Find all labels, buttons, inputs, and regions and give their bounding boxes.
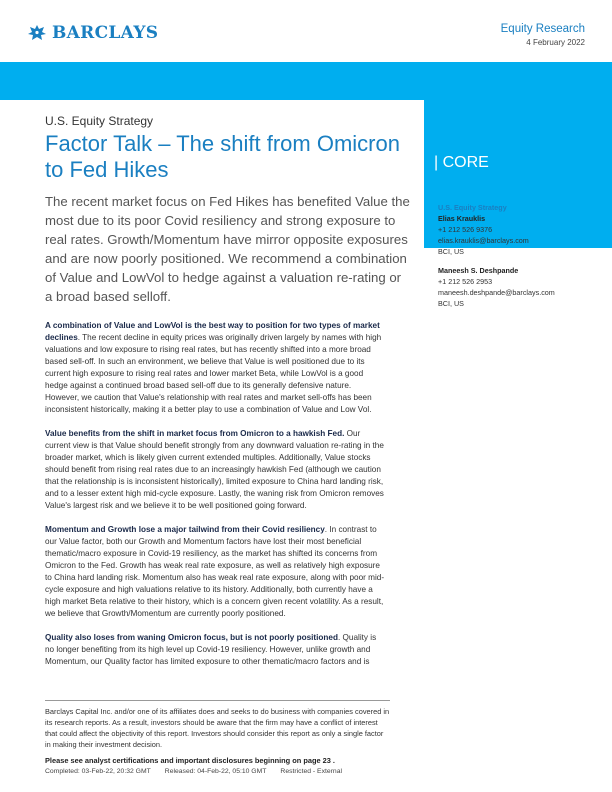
- core-tag: | CORE: [434, 154, 489, 171]
- analyst-name: Maneesh S. Deshpande: [438, 266, 519, 275]
- analyst-email[interactable]: maneesh.deshpande@barclays.com: [438, 288, 555, 297]
- paragraph-text: . Quality is no longer benefiting from its high level up Covid-19 resiliency. However, unlike growth and Momentum, our Quality factor has limited exposure to other thematic/macro factors and is: [45, 633, 377, 666]
- paragraph-text: . The recent decline in equity prices was originally driven largely by names with high valuations and low exposure to rising real rates, but has recently shifted into a more broad based sell-off. In such an environment, we believe that Value is well positioned due to its current high exposure to rising real rates and lower market Beta, while LowVol is a good hedge against a continued broad based sell-off due to its generally defensive nature. However, we caution that Value's relationship with real rates and market sell-offs has been inconsistent historically, making it a better play to use a combination of Value and Low Vol.: [45, 333, 382, 414]
- released-timestamp: Released: 04-Feb-22, 05:10 GMT: [164, 768, 267, 775]
- header-band: [0, 62, 612, 100]
- barclays-logo: [27, 23, 158, 43]
- report-header: [501, 23, 585, 47]
- article-lede: The recent market focus on Fed Hikes has benefited Value the most due to its poor Covid resiliency and strong exposure to real rates. Growth/Momentum have mirror opposite exposures and are now poorly positioned. We recommend a combination of Value and LowVol to hedge against a valuation re-rating or a broad based selloff.: [45, 194, 410, 304]
- release-meta: [45, 768, 342, 775]
- body-paragraph: [45, 428, 385, 512]
- paragraph-lead: Quality also loses from waning Omicron focus, but is not poorly positioned: [45, 633, 338, 642]
- analyst-card: [438, 213, 608, 257]
- paragraph-lead: Value benefits from the shift in market focus from Omicron to a hawkish Fed.: [45, 429, 345, 438]
- analyst-name: Elias Krauklis: [438, 214, 486, 223]
- paragraph-text: Our current view is that Value should benefit strongly from any downward valuation re-rating in the broader market, which is likely given current extended multiples. Additionally, Value stocks should benefit from rising real rates due to an increasingly hawkish Fed (although we caution that the relationship is is inconsistent historically), limited exposure to China hard landing risk, and to a lesser extent high mid-cycle exposure. Lastly, the waning risk from Omicron removes Value's largest risk and we believe it to be well positioned going forward.: [45, 429, 384, 510]
- article-title: Factor Talk – The shift from Omicron to Fed Hikes: [45, 131, 400, 182]
- footer-divider: [45, 700, 390, 701]
- body-paragraph: [45, 632, 385, 668]
- completed-timestamp: Completed: 03-Feb-22, 20:32 GMT: [45, 768, 151, 775]
- paragraph-lead: Momentum and Growth lose a major tailwind from their Covid resiliency: [45, 525, 325, 534]
- analyst-contacts: [438, 202, 608, 317]
- analyst-phone: +1 212 526 9376: [438, 225, 493, 234]
- analyst-email[interactable]: elias.krauklis@barclays.com: [438, 236, 529, 245]
- report-date: 4 February 2022: [526, 38, 585, 47]
- article-body: [45, 320, 385, 680]
- footer-disclaimer: Barclays Capital Inc. and/or one of its affiliates does and seeks to do business with companies covered in its research reports. As a result, investors should be aware that the firm may have a conflict of interest that could affect the objectivity of this report. Investors should consider this report as only a single factor in making their investment decision.: [45, 707, 390, 749]
- restriction-label: Restricted - External: [280, 768, 342, 775]
- body-paragraph: [45, 320, 385, 416]
- analyst-phone: +1 212 526 2953: [438, 277, 493, 286]
- article-kicker: U.S. Equity Strategy: [45, 114, 154, 128]
- analyst-card: [438, 265, 608, 309]
- brand-name: BARCLAYS: [52, 23, 159, 43]
- analyst-entity: BCI, US: [438, 247, 464, 256]
- paragraph-lead: A combination of Value and LowVol is the best way to position for two types of market declines: [45, 321, 380, 342]
- contact-team: U.S. Equity Strategy: [438, 203, 507, 212]
- report-section: Equity Research: [500, 23, 585, 35]
- analyst-entity: BCI, US: [438, 299, 464, 308]
- disclosures-link[interactable]: Please see analyst certifications and important disclosures beginning on page 23 .: [45, 756, 335, 765]
- eagle-icon: [27, 23, 47, 43]
- paragraph-text: . In contrast to our Value factor, both our Growth and Momentum factors have lost their most beneficial thematic/macro exposure in Covid-19 resiliency, as the market has shifted its concerns from Omicron to the Fed. Growth has weak real rate exposure, as well as relatively high exposure to China hard landing risk. Momentum also has weak real rate exposure, along with poor mid-cycle exposure and high valuations relative to its history. Additionally, both currently have a high market Beta relative to their history, which is a concern given recent volatility. As a result, we believe that Growth/Momentum are currently poorly positioned.: [45, 525, 385, 618]
- body-paragraph: [45, 524, 385, 620]
